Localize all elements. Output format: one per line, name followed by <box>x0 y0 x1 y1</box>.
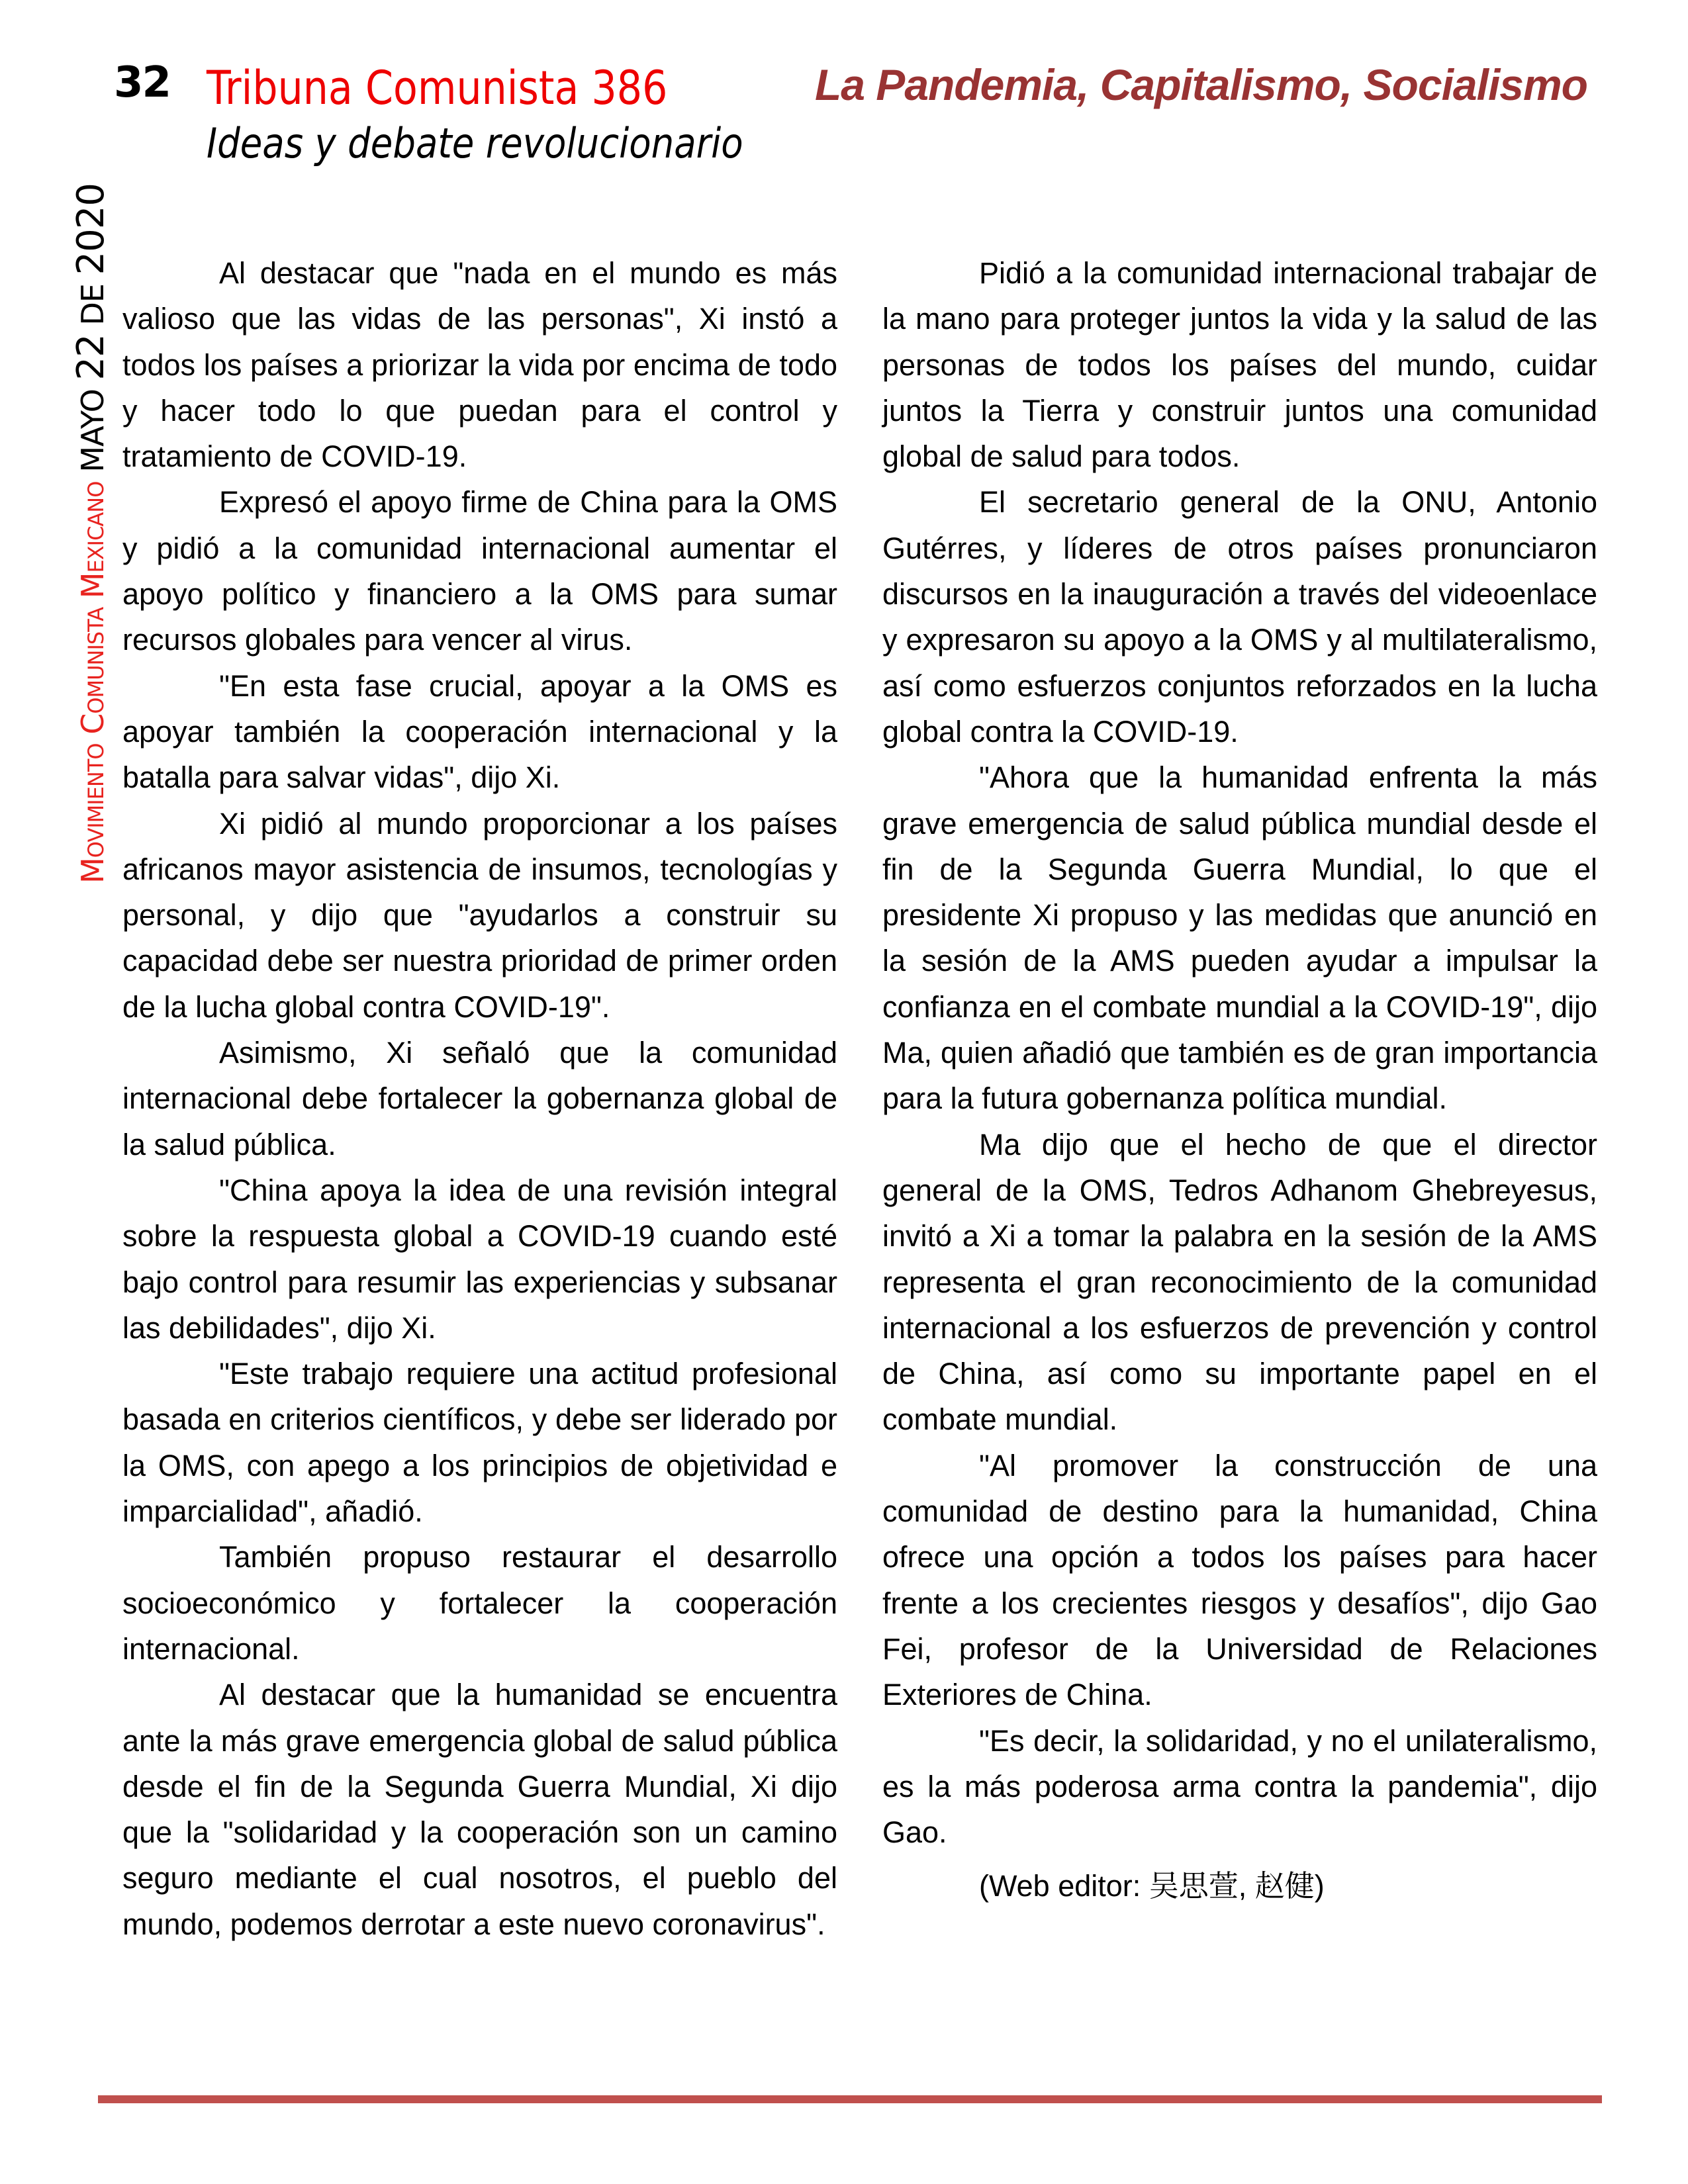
paragraph: Expresó el apoyo firme de China para la OMS y pidió a la comunidad internacional aumentar el apoyo político y financiero a la OMS para sumar recursos globales para vencer al virus. <box>122 485 837 657</box>
article-column-left <box>122 250 837 1947</box>
paragraph: "China apoya la idea de una revisión integral sobre la respuesta global a COVID-19 cuando esté bajo control para resumir las experiencias y subsanar las debilidades", dijo Xi. <box>122 1173 837 1345</box>
magazine-title: Tribuna Comunista 386 <box>207 61 668 115</box>
paragraph: El secretario general de la ONU, Antonio Gutérres, y líderes de otros países pronunciaron discursos en la inauguración a través del videoenlace y expresaron su apoyo a la OMS y al multilateralismo, así como esfuerzos conjuntos reforzados en la lucha global contra la COVID-19. <box>882 485 1597 749</box>
side-date-de: DE <box>75 284 111 326</box>
paragraph: También propuso restaurar el desarrollo socioeconómico y fortalecer la cooperación internacional. <box>122 1540 837 1666</box>
paragraph: Xi pidió al mundo proporcionar a los países africanos mayor asistencia de insumos, tecnologías y personal, y dijo que "ayudarlos a construir su capacidad debe ser nuestra prioridad de primer orden de la lucha global contra COVID-19". <box>122 806 837 1024</box>
paragraph: Al destacar que "nada en el mundo es más valioso que las vidas de las personas", Xi instó a todos los países a priorizar la vida por encima de todo y hacer todo lo que puedan para el control y tratamiento de COVID-19. <box>122 256 837 474</box>
paragraph: "Este trabajo requiere una actitud profesional basada en criterios científicos, y debe ser liderado por la OMS, con apego a los principios de objetividad e imparcialidad", añadió. <box>122 1357 837 1529</box>
paragraph: "Es decir, la solidaridad, y no el unilateralismo, es la más poderosa arma contra la pandemia", dijo Gao. <box>882 1723 1597 1850</box>
magazine-subtitle: Ideas y debate revolucionario <box>207 119 743 167</box>
paragraph: "Ahora que la humanidad enfrenta la más grave emergencia de salud pública mundial desde el fin de la Segunda Guerra Mundial, lo que el presidente Xi propuso y las medidas que anunció en la sesión de la AMS pueden ayudar a impulsar la confianza en el combate mundial a la COVID-19", dijo Ma, quien añadió que también es de gran importancia para la futura gobernanza política mundial. <box>882 760 1597 1116</box>
paragraph: Ma dijo que el hecho de que el director general de la OMS, Tedros Adhanom Ghebreyesus, invitó a Xi a tomar la palabra en la sesión de la AMS representa el gran reconocimiento de la comunidad internacional a los esfuerzos de prevención y control de China, así como su importante papel en el combate mundial. <box>882 1127 1597 1437</box>
side-organization: Movimiento Comunista Mexicano <box>75 481 111 884</box>
paragraph: Al destacar que la humanidad se encuentra ante la más grave emergencia global de salud pública desde el fin de la Segunda Guerra Mundial, Xi dijo que la "solidaridad y la cooperación son un camino seguro mediante el cual nosotros, el pueblo del mundo, podemos derrotar a este nuevo coronavirus". <box>122 1678 837 1941</box>
article-column-right <box>882 250 1597 1909</box>
side-running-head <box>71 183 113 884</box>
paragraph: "En esta fase crucial, apoyar a la OMS es apoyar también la cooperación internacional y la batalla para salvar vidas", dijo Xi. <box>122 668 837 795</box>
paragraph: Pidió a la comunidad internacional trabajar de la mano para proteger juntos la vida y la salud de las personas de todos los países del mundo, cuidar juntos la Tierra y construir juntos una comunidad global de salud para todos. <box>882 256 1597 474</box>
side-date-day: 22 <box>70 334 113 381</box>
web-editor-credit: (Web editor: 吴思萱, 赵健) <box>979 1869 1325 1903</box>
section-title: La Pandemia, Capitalismo, Socialismo <box>814 60 1587 109</box>
side-date-year: 2020 <box>70 183 113 275</box>
page-number: 32 <box>114 58 171 107</box>
side-date <box>70 183 113 473</box>
side-date-month: MAYO <box>75 389 111 473</box>
bottom-rule <box>98 2095 1602 2103</box>
paragraph: "Al promover la construcción de una comunidad de destino para la humanidad, China ofrece una opción a todos los países para hacer frente a los crecientes riesgos y desafíos", dijo Gao Fei, profesor de la Universidad de Relaciones Exteriores de China. <box>882 1448 1597 1712</box>
paragraph: Asimismo, Xi señaló que la comunidad internacional debe fortalecer la gobernanza global de la salud pública. <box>122 1036 837 1161</box>
